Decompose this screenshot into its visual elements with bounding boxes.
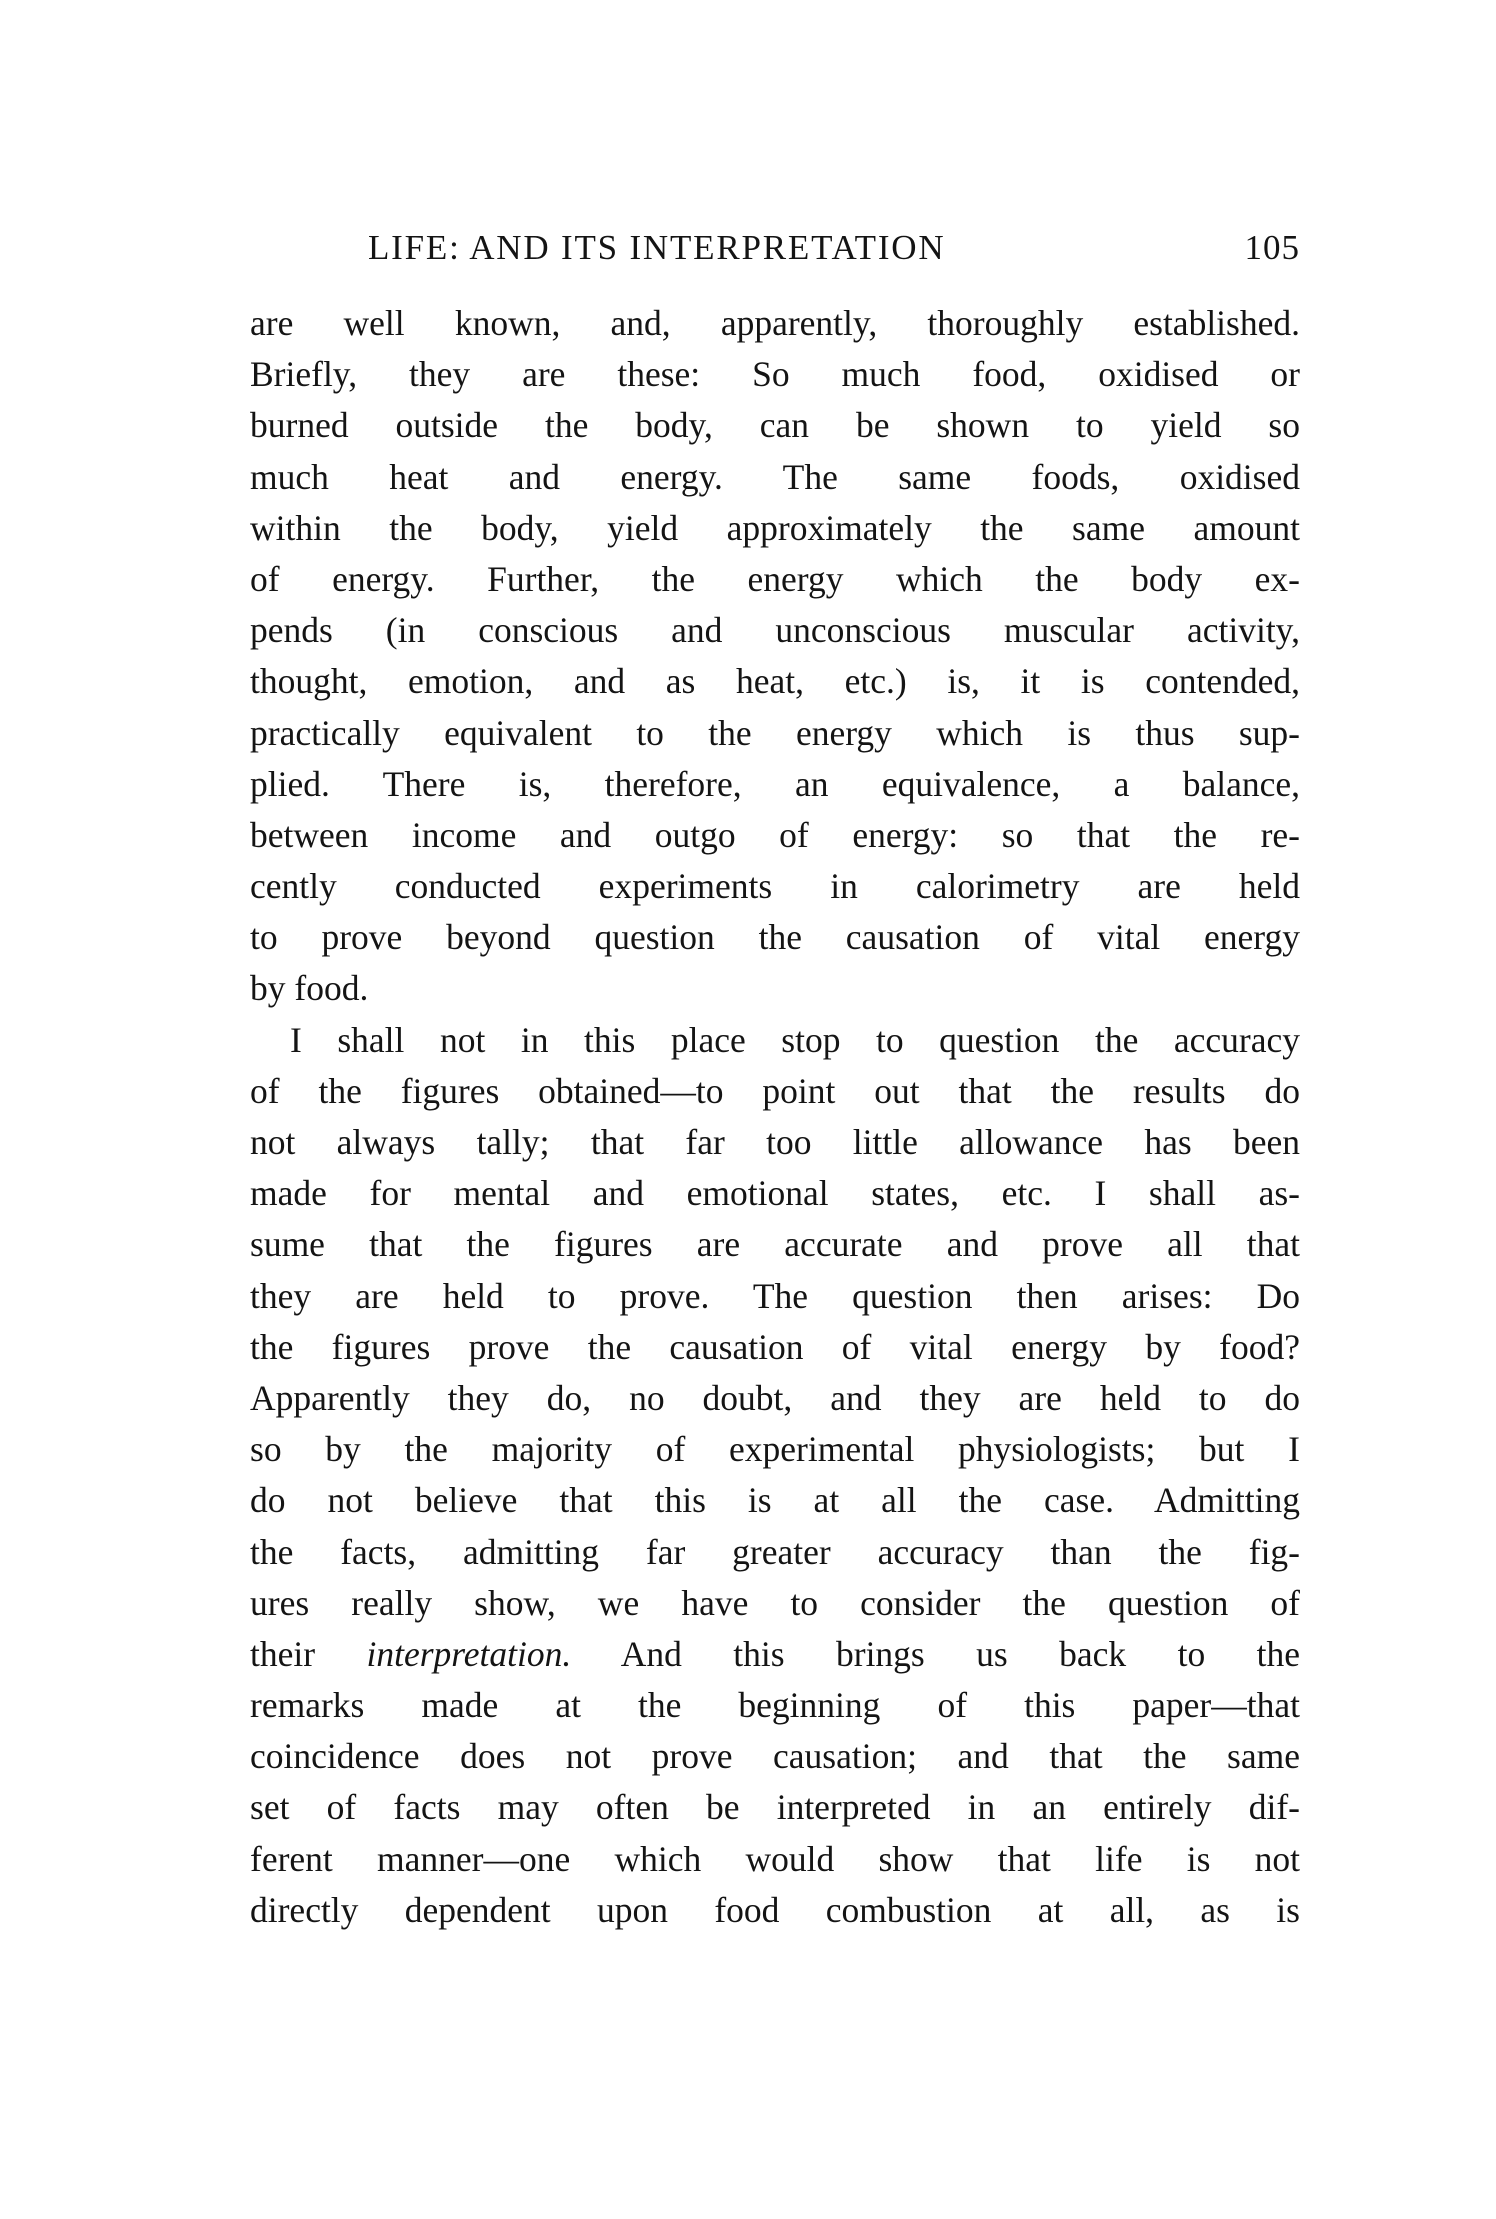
text-line: so by the majority of experimental physiologists; but I	[250, 1429, 1300, 1470]
text-line: coincidence does not prove causation; and that the same	[250, 1736, 1300, 1777]
text-line: set of facts may often be interpreted in an entirely dif-	[250, 1787, 1300, 1828]
text-line: of the figures obtained—to point out that the results do	[250, 1070, 1300, 1111]
running-title: LIFE: AND ITS INTERPRETATION	[368, 228, 946, 267]
text-run: And this brings us back to the	[571, 1633, 1300, 1674]
text-line: plied. There is, therefore, an equivalence, a balance,	[250, 763, 1300, 804]
text-line: ferent manner—one which would show that life is not	[250, 1838, 1300, 1879]
running-head	[250, 228, 1300, 284]
text-line: within the body, yield approximately the same amount	[250, 507, 1300, 548]
body-text	[250, 298, 1300, 1936]
text-line: not always tally; that far too little allowance has been	[250, 1122, 1300, 1162]
page-number: 105	[1244, 228, 1300, 267]
text-line: to prove beyond question the causation of vital energy	[250, 917, 1300, 958]
text-line: thought, emotion, and as heat, etc.) is, it is contended,	[250, 661, 1300, 702]
text-line: Briefly, they are these: So much food, oxidised or	[250, 354, 1300, 395]
text-line: practically equivalent to the energy which is thus sup-	[250, 712, 1300, 753]
text-line: remarks made at the beginning of this paper—that	[250, 1685, 1300, 1726]
text-line: pends (in conscious and unconscious muscular activity,	[250, 610, 1300, 651]
text-line: cently conducted experiments in calorimetry are held	[250, 866, 1300, 907]
text-line: by food.	[250, 968, 369, 1009]
text-line-with-italic	[250, 1629, 1300, 1680]
text-line: much heat and energy. The same foods, oxidised	[250, 456, 1300, 497]
text-line: I shall not in this place stop to question the accuracy	[290, 1019, 1300, 1060]
text-line: sume that the figures are accurate and prove all that	[250, 1224, 1300, 1265]
text-line: are well known, and, apparently, thoroughly established.	[250, 303, 1300, 343]
text-line: directly dependent upon food combustion at all, as is	[250, 1889, 1300, 1930]
text-line: between income and outgo of energy: so that the re-	[250, 814, 1300, 855]
paragraph-1	[250, 298, 1300, 1015]
text-line: the facts, admitting far greater accuracy than the fig-	[250, 1531, 1300, 1572]
paragraph-2	[250, 1015, 1300, 1936]
text-line: the figures prove the causation of vital energy by food?	[250, 1326, 1300, 1367]
text-line: ures really show, we have to consider the question of	[250, 1582, 1300, 1623]
text-line: of energy. Further, the energy which the body ex-	[250, 558, 1300, 599]
text-line: do not believe that this is at all the case. Admitting	[250, 1480, 1300, 1521]
text-line: Apparently they do, no doubt, and they are held to do	[250, 1377, 1300, 1418]
text-run: their	[250, 1633, 367, 1674]
text-line: they are held to prove. The question then arises: Do	[250, 1275, 1300, 1316]
text-line: made for mental and emotional states, etc. I shall as-	[250, 1173, 1300, 1214]
text-line: burned outside the body, can be shown to yield so	[250, 405, 1300, 446]
italic-word: interpretation.	[366, 1633, 572, 1674]
